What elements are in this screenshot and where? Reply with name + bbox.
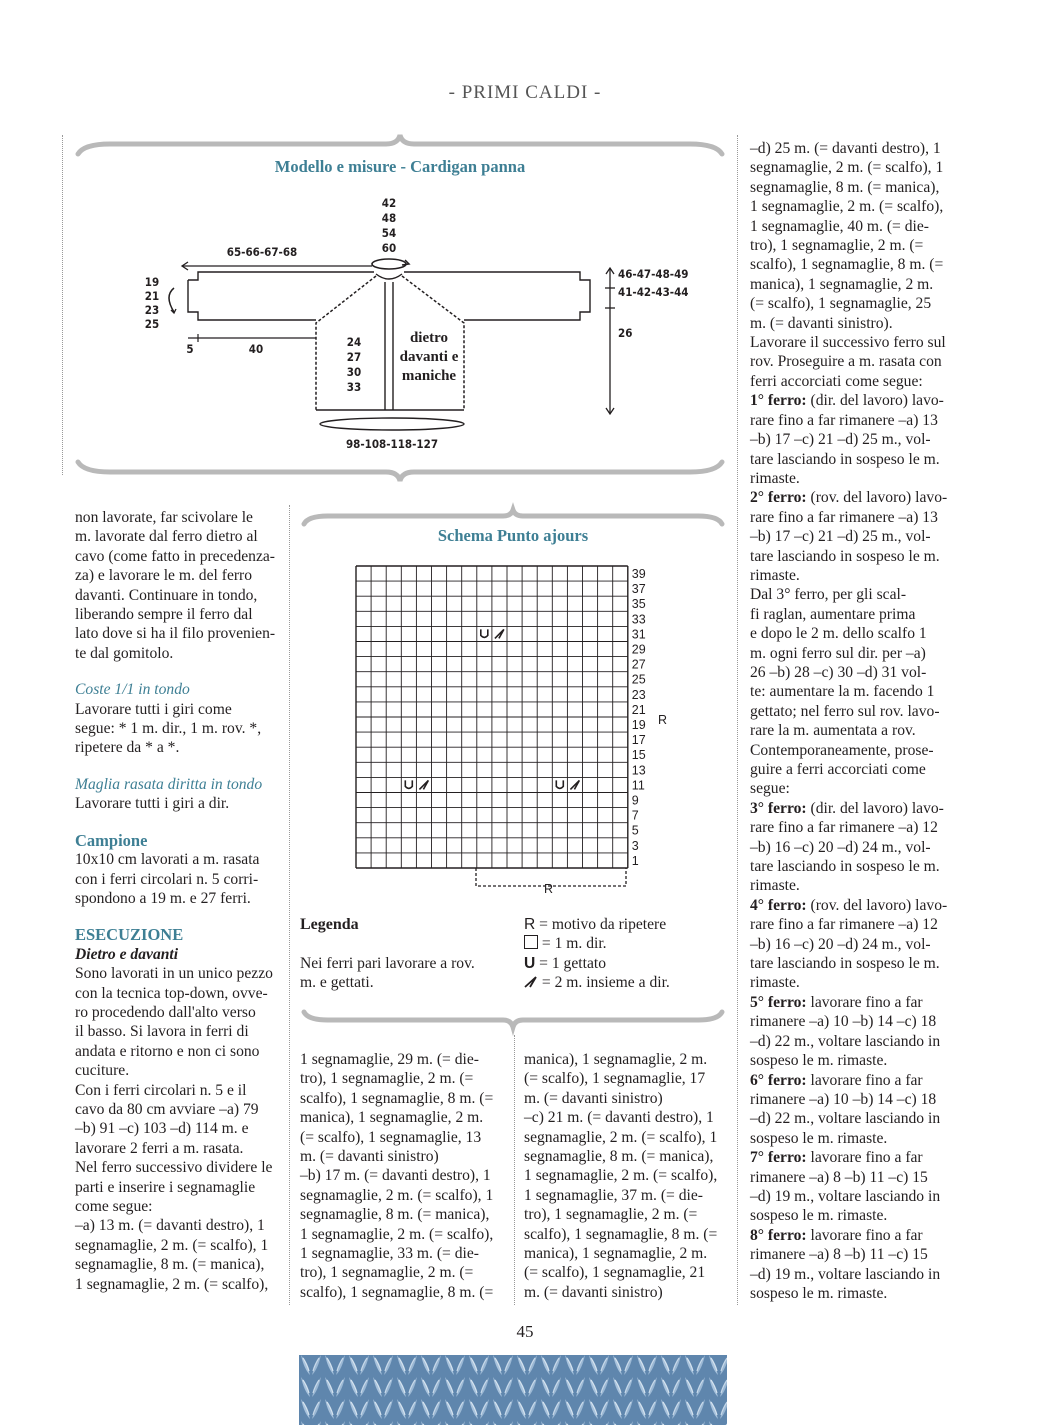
row-number: 3 <box>631 838 639 853</box>
text-line: davanti. Continuare in tondo, <box>75 586 258 604</box>
text-line: Lavorare tutti i giri come <box>75 700 232 718</box>
left-sleeve <box>188 272 374 320</box>
text-line: tare lasciando in sospeso le m. <box>750 547 940 565</box>
section-heading: Coste 1/1 in tondo <box>75 681 190 699</box>
section-heading: Maglia rasata diritta in tondo <box>75 775 263 793</box>
text-line: tare lasciando in sospeso le m. <box>750 858 940 876</box>
text-line: rimaste. <box>750 469 800 487</box>
text-line: –d) 19 m., voltare lasciando in <box>750 1187 941 1205</box>
text-line: segnamaglie, 8 m. (= manica), <box>750 178 940 196</box>
cuff-size: 25 <box>144 317 160 331</box>
text-line: Con i ferri circolari n. 5 e il <box>75 1081 247 1099</box>
text-line: 1 segnamaglie, 2 m. (= scalfo), <box>750 198 944 216</box>
text-line: Dal 3° ferro, per gli scal- <box>750 586 907 604</box>
cuff-arrow <box>169 288 174 312</box>
row-label: 4° ferro: <box>750 896 807 914</box>
row-label: 5° ferro: <box>750 993 807 1011</box>
row-number: 19 <box>631 718 646 732</box>
running-head: - PRIMI CALDI - <box>448 82 602 103</box>
row-number: 37 <box>631 582 646 597</box>
text-line: te: aumentare la m. facendo 1 <box>750 683 935 701</box>
text-line: sospeso le m. rimaste. <box>750 1129 888 1147</box>
legend-item: R = motivo da ripetere <box>524 916 667 933</box>
text-line: rare fino a far rimanere –a) 13 <box>750 508 938 526</box>
text-line: 4° ferro: (rov. del lavoro) lavo- <box>750 896 948 914</box>
text-line: –d) 19 m., voltare lasciando in <box>750 1265 941 1283</box>
text-line: segue: * 1 m. dir., 1 m. rov. *, <box>75 720 262 738</box>
text-line: (= scalfo), 1 segnamaglie, 25 <box>750 295 932 313</box>
text-line: (= scalfo), 1 segnamaglie, 21 <box>524 1264 706 1282</box>
right-sleeve <box>404 272 590 320</box>
legend-list <box>524 915 670 993</box>
row-number: 7 <box>631 808 639 823</box>
text-line: rare la m. aumentata a rov. <box>750 722 916 740</box>
text-line: rimaste. <box>750 877 800 895</box>
text-line: spondono a 19 m. e 27 ferri. <box>75 889 251 907</box>
text-line: –b) 17 –c) 21 –d) 25 m., vol- <box>750 528 931 546</box>
text-line: 2° ferro: (rov. del lavoro) lavo- <box>750 489 948 507</box>
text-line: 1 segnamaglie, 37 m. (= die- <box>524 1186 703 1204</box>
neckline <box>376 274 402 279</box>
body-length: 30 <box>346 365 362 379</box>
text-line: rare fino a far rimanere –a) 12 <box>750 916 938 934</box>
text-line: segnamaglie, 2 m. (= scalfo), 1 <box>300 1186 494 1204</box>
text-line: –a) 13 m. (= davanti destro), 1 <box>75 1217 265 1235</box>
text-line: 1 segnamaglie, 33 m. (= die- <box>300 1245 479 1263</box>
sleeve-body-label: 40 <box>248 342 264 356</box>
text-line: sospeso le m. rimaste. <box>750 1052 888 1070</box>
text-column-left <box>75 508 275 1294</box>
text-line: te dal gomitolo. <box>75 644 174 662</box>
sleeve-length-label: 65-66-67-68 <box>226 245 298 259</box>
chart-grid <box>356 566 628 868</box>
text-line: 6° ferro: lavorare fino a far <box>750 1071 923 1089</box>
legend-note <box>300 954 475 993</box>
text-line: gettato; nel ferro sul rov. lavo- <box>750 702 940 720</box>
text-line: segnamaglie, 2 m. (= scalfo), 1 <box>75 1236 269 1254</box>
text-line: –d) 22 m., voltare lasciando in <box>750 1032 941 1050</box>
yarn-over-symbol <box>405 780 412 788</box>
text-line: 1 segnamaglie, 2 m. (= scalfo), <box>300 1225 494 1243</box>
text-line: segnamaglie, 8 m. (= manica), <box>524 1148 714 1166</box>
row-label: 7° ferro: <box>750 1149 807 1167</box>
panel-label: davanti e <box>399 349 459 365</box>
text-line: rimaste. <box>750 566 800 584</box>
text-line: segnamaglie, 2 m. (= scalfo), 1 <box>750 159 944 177</box>
text-line: il basso. Si lavora in ferri di <box>75 1023 249 1041</box>
garment-schematic <box>140 190 689 455</box>
body-depth: 26 <box>618 326 633 340</box>
column-divider <box>289 505 290 1305</box>
text-line: guire a ferri accorciati come <box>750 761 926 778</box>
text-line: m. (= davanti sinistro) <box>524 1089 663 1107</box>
text-line: sospeso le m. rimaste. <box>750 1284 888 1302</box>
repeat-label-right: R <box>658 713 668 727</box>
text-line: scalfo), 1 segnamaglie, 8 m. (= <box>300 1089 494 1107</box>
text-column-middle-b <box>524 1050 717 1302</box>
cuff-size: 19 <box>144 275 160 289</box>
repeat-label-bottom: R <box>544 882 554 896</box>
text-line: –d) 22 m., voltare lasciando in <box>750 1110 941 1128</box>
column-divider <box>737 135 738 1305</box>
text-line: 5° ferro: lavorare fino a far <box>750 993 923 1011</box>
legend-note-line: Nei ferri pari lavorare a rov. <box>300 955 475 972</box>
text-line: m. lavorate dal ferro dietro al <box>75 528 258 546</box>
row-number: 1 <box>631 853 639 868</box>
text-line: m. ogni ferro sul dir. per –a) <box>750 644 926 662</box>
neck-size: 42 <box>381 196 397 210</box>
text-line: ripetere da * a *. <box>75 739 180 757</box>
yoke-depth: 46-47-48-49 <box>618 267 689 281</box>
column-divider <box>514 1035 515 1305</box>
yoke-depth: 41-42-43-44 <box>618 285 689 299</box>
text-line: con la tecnica top-down, ovve- <box>75 984 268 1002</box>
text-line: manica), 1 segnamaglie, 2 m. <box>524 1245 708 1263</box>
k2tog-icon <box>524 976 538 988</box>
text-line: tare lasciando in sospeso le m. <box>750 450 940 468</box>
text-line: 3° ferro: (dir. del lavoro) lavo- <box>750 799 944 817</box>
text-line: 10x10 cm lavorati a m. rasata <box>75 851 260 869</box>
legend-note-line: m. e gettati. <box>300 974 374 992</box>
text-line: ro procedendo dall'alto verso <box>75 1003 256 1021</box>
figure-caption: Modello e misure - Cardigan panna <box>274 157 526 176</box>
text-line: rimanere –a) 8 –b) 11 –c) 15 <box>750 1246 928 1264</box>
text-line: m. (= davanti sinistro) <box>524 1283 663 1301</box>
text-line: tro), 1 segnamaglie, 2 m. (= <box>524 1206 698 1224</box>
text-line: m. (= davanti sinistro). <box>750 314 893 332</box>
text-line: 26 –b) 28 –c) 30 –d) 31 vol- <box>750 663 927 681</box>
text-line: manica), 1 segnamaglie, 2 m. <box>300 1109 484 1127</box>
text-line: cuciture. <box>75 1062 130 1080</box>
page-number: 45 <box>516 1322 534 1341</box>
text-line: rare fino a far rimanere –a) 13 <box>750 411 938 429</box>
row-label: 2° ferro: <box>750 489 807 507</box>
legend-item: = 2 m. insieme a dir. <box>524 973 670 992</box>
text-line: Lavorare tutti i giri a dir. <box>75 795 230 813</box>
neck-size: 48 <box>381 211 397 225</box>
text-column-middle-a <box>300 1050 493 1302</box>
row-numbers <box>632 567 646 868</box>
text-line: tro), 1 segnamaglie, 2 m. (= <box>300 1264 474 1282</box>
text-line: cavo da 80 cm avviare –a) 79 <box>75 1100 259 1118</box>
stitch-chart <box>340 560 710 900</box>
row-label: 8° ferro: <box>750 1226 807 1244</box>
text-line: parti e inserire i segnamaglie <box>75 1178 256 1196</box>
legend-item: = 1 m. dir. <box>524 934 670 953</box>
row-number: 15 <box>631 748 646 763</box>
yarn-over-symbol <box>481 629 488 637</box>
text-line: 8° ferro: lavorare fino a far <box>750 1226 923 1244</box>
text-line: –b) 16 –c) 20 –d) 24 m., vol- <box>750 935 931 953</box>
row-number: 39 <box>631 567 646 581</box>
text-line: –d) 25 m. (= davanti destro), 1 <box>750 140 941 157</box>
row-number: 23 <box>631 687 646 702</box>
paragraph <box>75 508 275 663</box>
text-line: e dopo le 2 m. dello scalfo 1 <box>750 625 927 643</box>
panel-label: maniche <box>401 368 457 384</box>
text-line: 1 segnamaglie, 40 m. (= die- <box>750 217 929 235</box>
figure-bottom-bracket <box>70 458 730 488</box>
row-label: 1° ferro: <box>750 392 807 410</box>
knit-texture-image <box>299 1355 727 1425</box>
text-line: andata e ritorno e non ci sono <box>75 1042 260 1060</box>
yarn-over-icon: U <box>524 954 536 972</box>
text-line: liberando sempre il ferro dal <box>75 606 253 624</box>
row-number: 21 <box>631 702 646 717</box>
legend-item: U = 1 gettato <box>524 954 606 972</box>
paragraph <box>75 850 275 908</box>
text-line: rimanere –a) 8 –b) 11 –c) 15 <box>750 1168 928 1186</box>
neck-ring <box>372 259 406 269</box>
text-line: manica), 1 segnamaglie, 2 m. <box>750 275 934 293</box>
text-line: rare fino a far rimanere –a) 12 <box>750 819 938 837</box>
paragraph <box>75 794 275 813</box>
text-line: 1 segnamaglie, 2 m. (= scalfo), <box>524 1167 718 1185</box>
text-line: sospeso le m. rimaste. <box>750 1207 888 1225</box>
text-line: rimanere –a) 10 –b) 14 –c) 18 <box>750 1013 937 1031</box>
text-line: tro), 1 segnamaglie, 2 m. (= <box>300 1070 474 1088</box>
text-line: (= scalfo), 1 segnamaglie, 13 <box>300 1128 482 1146</box>
k2tog-symbol <box>570 780 579 789</box>
yarn-over-symbol <box>556 780 563 788</box>
text-line: manica), 1 segnamaglie, 2 m. <box>524 1051 708 1068</box>
text-line: lavorare 2 ferri a m. rasata. <box>75 1139 244 1157</box>
text-line: segue: <box>750 780 790 798</box>
empty-square-icon <box>524 935 538 949</box>
text-line: 1 segnamaglie, 2 m. (= scalfo), <box>75 1275 269 1293</box>
panel-label: dietro <box>409 330 449 346</box>
text-line: za) e lavorare le m. del ferro <box>75 567 253 585</box>
text-line: scalfo), 1 segnamaglie, 8 m. (= <box>300 1283 494 1301</box>
text-line: Nel ferro successivo dividere le <box>75 1159 273 1177</box>
text-line: rimanere –a) 10 –b) 14 –c) 18 <box>750 1090 937 1108</box>
subsection-heading: Dietro e davanti <box>75 945 179 963</box>
text-line: –c) 21 m. (= davanti destro), 1 <box>524 1109 714 1127</box>
text-line: lato dove si ha il filo provenien- <box>75 625 276 643</box>
body-length: 33 <box>346 380 362 394</box>
text-line: scalfo), 1 segnamaglie, 8 m. (= <box>524 1225 718 1243</box>
row-number: 27 <box>631 657 646 672</box>
text-line: non lavorate, far scivolare le <box>75 509 253 526</box>
row-number: 29 <box>631 642 646 657</box>
text-line: rov. Proseguire a m. rasata con <box>750 353 942 371</box>
row-number: 5 <box>631 823 639 838</box>
section-heading: ESECUZIONE <box>75 925 184 945</box>
column-divider <box>62 135 63 475</box>
hem-ring <box>320 418 464 430</box>
neck-size: 60 <box>381 241 397 255</box>
text-line: (= scalfo), 1 segnamaglie, 17 <box>524 1070 706 1088</box>
neck-size: 54 <box>381 226 397 240</box>
row-number: 17 <box>631 733 646 748</box>
text-line: tro), 1 segnamaglie, 2 m. (= <box>750 237 924 255</box>
row-number: 25 <box>631 672 646 687</box>
chart-bottom-bracket <box>298 1008 728 1030</box>
text-line: con i ferri circolari n. 5 corri- <box>75 870 259 888</box>
body-length: 24 <box>346 335 362 349</box>
cuff-size: 23 <box>144 303 160 317</box>
text-line: Contemporaneamente, prose- <box>750 741 934 759</box>
body-length: 27 <box>346 350 362 364</box>
text-line: 7° ferro: lavorare fino a far <box>750 1149 923 1167</box>
text-line: ferri accorciati come segue: <box>750 372 923 390</box>
row-number: 11 <box>631 778 645 793</box>
text-line: segnamaglie, 8 m. (= manica), <box>75 1256 265 1274</box>
text-line: rimaste. <box>750 974 800 992</box>
text-line: cavo (come fatto in precedenza- <box>75 547 276 565</box>
text-line: scalfo), 1 segnamaglie, 8 m. (= <box>750 256 944 274</box>
section-heading: Campione <box>75 830 148 850</box>
text-line: fi raglan, aumentare prima <box>750 605 916 623</box>
k2tog-symbol <box>495 629 504 638</box>
chart-caption: Schema Punto ajours <box>437 526 589 545</box>
k2tog-symbol <box>419 780 428 789</box>
row-number: 9 <box>631 793 639 808</box>
cuff-rib-label: 5 <box>186 342 194 356</box>
row-number: 13 <box>631 763 646 778</box>
text-column-right <box>750 139 947 1303</box>
row-number: 31 <box>631 627 646 642</box>
row-number: 33 <box>631 612 646 627</box>
row-label: 6° ferro: <box>750 1071 807 1089</box>
front-opening <box>385 282 393 410</box>
text-line: tare lasciando in sospeso le m. <box>750 955 940 973</box>
text-line: segnamaglie, 8 m. (= manica), <box>300 1206 490 1224</box>
text-line: segnamaglie, 2 m. (= scalfo), 1 <box>524 1128 718 1146</box>
cuff-size: 21 <box>144 289 160 303</box>
paragraph <box>75 964 275 1294</box>
text-line: Lavorare il successivo ferro sul <box>750 334 946 352</box>
paragraph <box>75 700 275 758</box>
row-number: 35 <box>631 597 646 612</box>
hem-size: 98-108-118-127 <box>345 437 439 451</box>
text-line: –b) 16 –c) 20 –d) 24 m., vol- <box>750 838 931 856</box>
text-line: come segue: <box>75 1198 153 1215</box>
text-line: 1 segnamaglie, 29 m. (= die- <box>300 1051 479 1068</box>
text-line: 1° ferro: (dir. del lavoro) lavo- <box>750 392 944 410</box>
text-line: –b) 17 m. (= davanti destro), 1 <box>300 1167 491 1185</box>
text-line: –b) 91 –c) 103 –d) 114 m. e <box>75 1120 249 1138</box>
row-label: 3° ferro: <box>750 799 807 817</box>
text-line: m. (= davanti sinistro) <box>300 1148 439 1166</box>
text-line: Sono lavorati in un unico pezzo <box>75 965 273 983</box>
legend-title: Legenda <box>300 916 359 933</box>
text-line: –b) 17 –c) 21 –d) 25 m., vol- <box>750 431 931 449</box>
